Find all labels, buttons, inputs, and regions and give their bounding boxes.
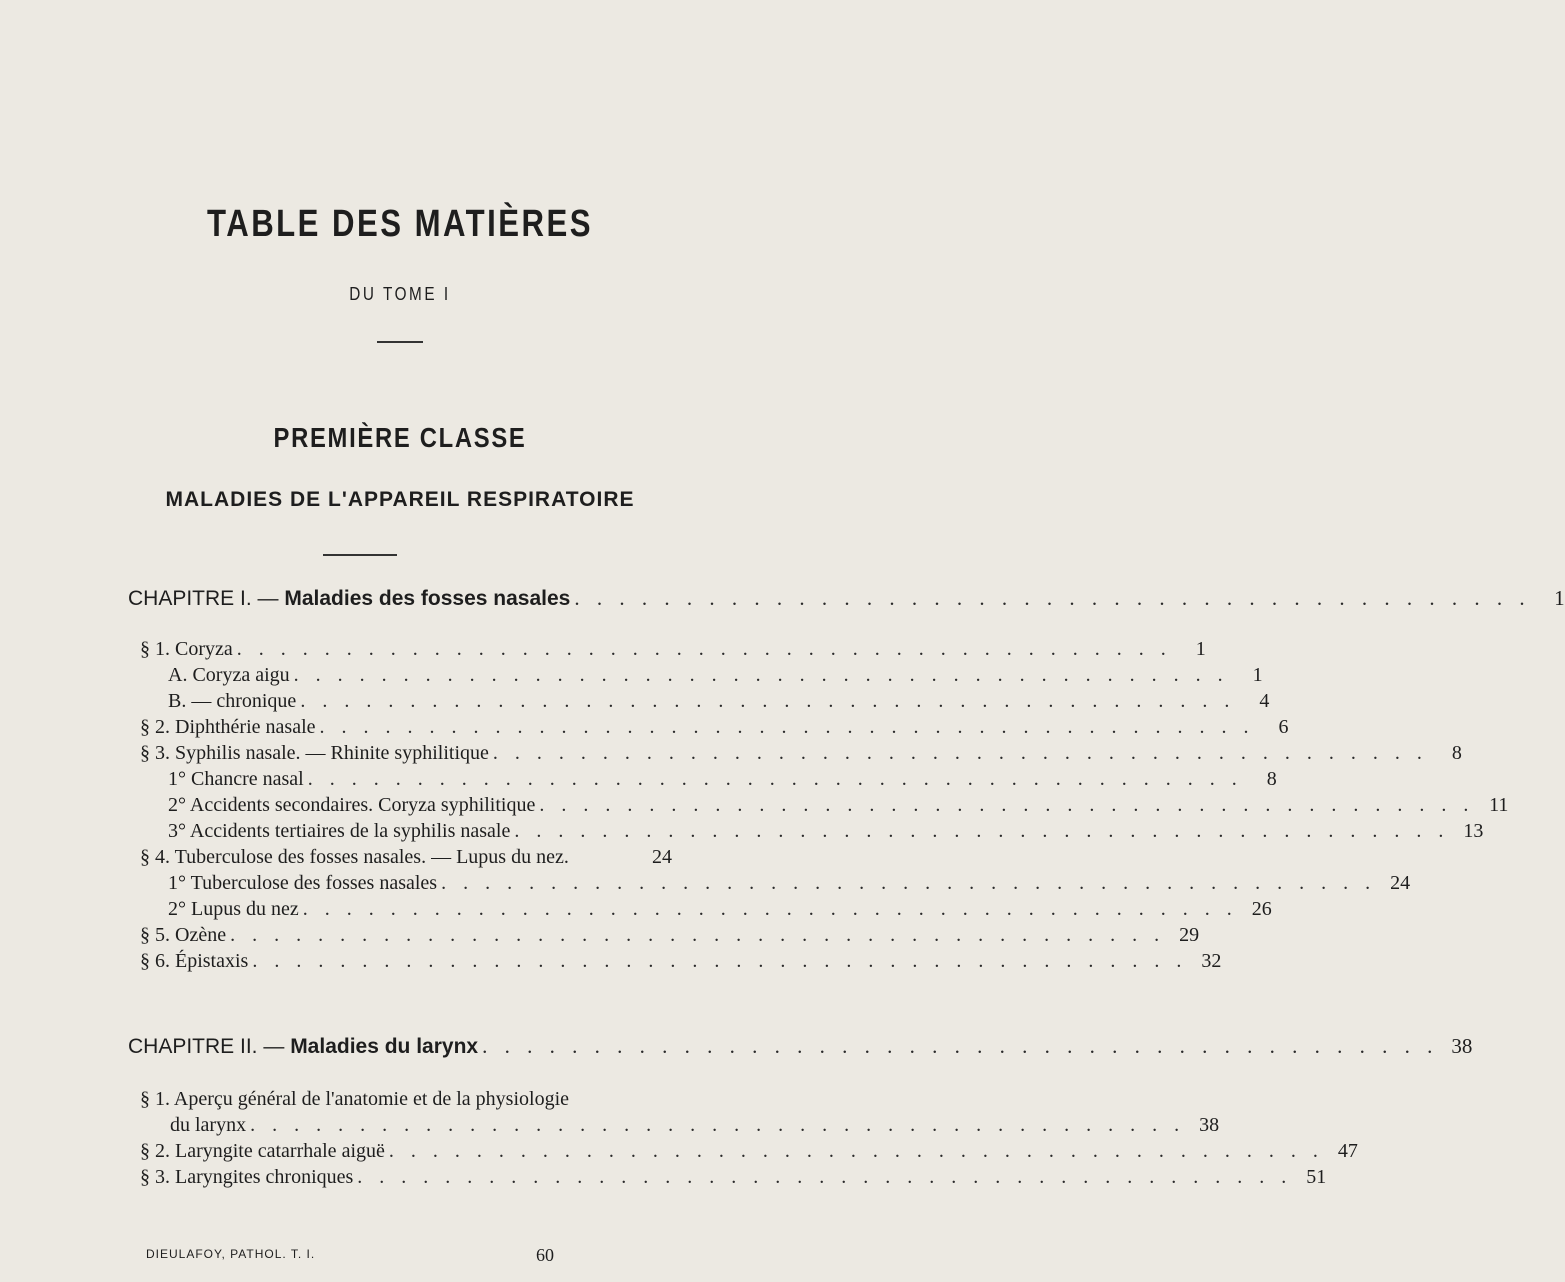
divider [323, 554, 397, 556]
volume-subtitle: DU TOME I [349, 284, 451, 304]
toc-entry: 3° Accidents tertiaires de la syphilis nasale . . . . . . . . . . . . . . . . . . . . . . . . . . . . . . . . . . . . . . . . . . . 13 [168, 820, 1484, 842]
chapter-row [128, 1034, 1473, 1064]
toc-entry: § 2. Laryngite catarrhale aiguë . . . . . . . . . . . . . . . . . . . . . . . . . . . . . . . . . . . . . . . . . . . 47 [140, 1140, 1358, 1162]
page-number: 4 [1259, 690, 1270, 712]
toc-entry: § 2. Diphthérie nasale . . . . . . . . . . . . . . . . . . . . . . . . . . . . . . . . . . . . . . . . . . . 6 [140, 716, 1289, 738]
toc-entry: A. Coryza aigu . . . . . . . . . . . . . . . . . . . . . . . . . . . . . . . . . . . . . . . . . . . 1 [168, 664, 1263, 686]
page-title: TABLE DES MATIÈRES [207, 203, 593, 245]
leader-dots: . . . . . . . . . . . . . . . . . . . . . . . . . . . . . . . . . . . . . . . . . . . [236, 638, 1172, 660]
page-number: 8 [1266, 768, 1277, 790]
page-number: 47 [1337, 1140, 1358, 1162]
page-number: 51 [1306, 1166, 1327, 1188]
page-number: 24 [652, 846, 672, 868]
leader-dots: . . . . . . . . . . . . . . . . . . . . . . . . . . . . . . . . . . . . . . . . . . . [492, 742, 1428, 764]
toc-entry: § 5. Ozène . . . . . . . . . . . . . . . . . . . . . . . . . . . . . . . . . . . . . . . . . . . 29 [140, 924, 1200, 946]
divider [377, 341, 423, 343]
chapter-label: CHAPITRE II. — Maladies du larynx [128, 1035, 479, 1058]
page-number: 26 [1251, 898, 1272, 920]
leader-dots: . . . . . . . . . . . . . . . . . . . . . . . . . . . . . . . . . . . . . . . . . . . [441, 872, 1377, 894]
chapter-row [128, 586, 1565, 616]
leader-dots: . . . . . . . . . . . . . . . . . . . . . . . . . . . . . . . . . . . . . . . . . . . [307, 768, 1243, 790]
page-number: 24 [1390, 872, 1411, 894]
page-number: 1 [1252, 664, 1263, 686]
leader-dots: . . . . . . . . . . . . . . . . . . . . . . . . . . . . . . . . . . . . . . . . . . . [574, 586, 1531, 610]
page-number: 38 [1451, 1034, 1473, 1058]
leader-dots: . . . . . . . . . . . . . . . . . . . . . . . . . . . . . . . . . . . . . . . . . . . [319, 716, 1255, 738]
page-number: 8 [1451, 742, 1462, 764]
page-number: 6 [1278, 716, 1289, 738]
toc-entry: § 3. Syphilis nasale. — Rhinite syphilitique . . . . . . . . . . . . . . . . . . . . . . . . . . . . . . . . . . . . . . . . . . . 8 [140, 742, 1462, 764]
leader-dots: . . . . . . . . . . . . . . . . . . . . . . . . . . . . . . . . . . . . . . . . . . . [539, 794, 1475, 816]
toc-entry: § 4. Tuberculose des fosses nasales. — Lupus du nez. 24 [140, 846, 672, 868]
page-number: 1 [1554, 586, 1565, 610]
page-number: 13 [1463, 820, 1484, 842]
toc-entry: 1° Tuberculose des fosses nasales . . . . . . . . . . . . . . . . . . . . . . . . . . . . . . . . . . . . . . . . . . . 24 [168, 872, 1411, 894]
toc-entry: § 6. Épistaxis . . . . . . . . . . . . . . . . . . . . . . . . . . . . . . . . . . . . . . . . . . . 32 [140, 950, 1222, 972]
leader-dots: . . . . . . . . . . . . . . . . . . . . . . . . . . . . . . . . . . . . . . . . . . . [302, 898, 1238, 920]
toc-entry: 2° Lupus du nez . . . . . . . . . . . . . . . . . . . . . . . . . . . . . . . . . . . . . . . . . . . 26 [168, 898, 1272, 920]
leader-dots: . . . . . . . . . . . . . . . . . . . . . . . . . . . . . . . . . . . . . . . . . . . [300, 690, 1236, 712]
toc-entry: 2° Accidents secondaires. Coryza syphilitique . . . . . . . . . . . . . . . . . . . . . . . . . . . . . . . . . . . . . . . . . . . 11 [168, 794, 1509, 816]
class-heading: PREMIÈRE CLASSE [273, 422, 527, 453]
sheet-number: 60 [536, 1245, 554, 1265]
leader-dots: . . . . . . . . . . . . . . . . . . . . . . . . . . . . . . . . . . . . . . . . . . . [252, 950, 1188, 972]
page-number: 1 [1195, 638, 1206, 660]
page-number: 11 [1489, 794, 1509, 816]
page-number: 38 [1199, 1114, 1220, 1136]
leader-dots: . . . . . . . . . . . . . . . . . . . . . . . . . . . . . . . . . . . . . . . . . . . [514, 820, 1450, 842]
toc-entry: du larynx . . . . . . . . . . . . . . . . . . . . . . . . . . . . . . . . . . . . . . . . . . . 38 [170, 1114, 1220, 1136]
toc-entry: § 1. Coryza . . . . . . . . . . . . . . . . . . . . . . . . . . . . . . . . . . . . . . . . . . . 1 [140, 638, 1206, 660]
leader-dots: . . . . . . . . . . . . . . . . . . . . . . . . . . . . . . . . . . . . . . . . . . . [250, 1114, 1186, 1136]
printer-signature: DIEULAFOY, PATHOL. T. I. [146, 1247, 316, 1261]
leader-dots: . . . . . . . . . . . . . . . . . . . . . . . . . . . . . . . . . . . . . . . . . . . [293, 664, 1229, 686]
leader-dots: . . . . . . . . . . . . . . . . . . . . . . . . . . . . . . . . . . . . . . . . . . . [230, 924, 1166, 946]
page-number: 32 [1201, 950, 1222, 972]
page-number: 29 [1179, 924, 1200, 946]
toc-entry: B. — chronique . . . . . . . . . . . . . . . . . . . . . . . . . . . . . . . . . . . . . . . . . . . 4 [168, 690, 1270, 712]
chapter-label: CHAPITRE I. — Maladies des fosses nasales [128, 587, 571, 610]
leader-dots: . . . . . . . . . . . . . . . . . . . . . . . . . . . . . . . . . . . . . . . . . . . [388, 1140, 1324, 1162]
toc-entry: § 3. Laryngites chroniques . . . . . . . . . . . . . . . . . . . . . . . . . . . . . . . . . . . . . . . . . . . 51 [140, 1166, 1327, 1188]
section-heading: MALADIES DE L'APPAREIL RESPIRATOIRE [165, 488, 635, 511]
leader-dots: . . . . . . . . . . . . . . . . . . . . . . . . . . . . . . . . . . . . . . . . . . . [357, 1166, 1293, 1188]
leader-dots: . . . . . . . . . . . . . . . . . . . . . . . . . . . . . . . . . . . . . . . . . . . [482, 1034, 1439, 1058]
toc-entry: § 1. Aperçu général de l'anatomie et de la physiologie [140, 1088, 570, 1110]
toc-entry: 1° Chancre nasal . . . . . . . . . . . . . . . . . . . . . . . . . . . . . . . . . . . . . . . . . . . 8 [168, 768, 1277, 790]
